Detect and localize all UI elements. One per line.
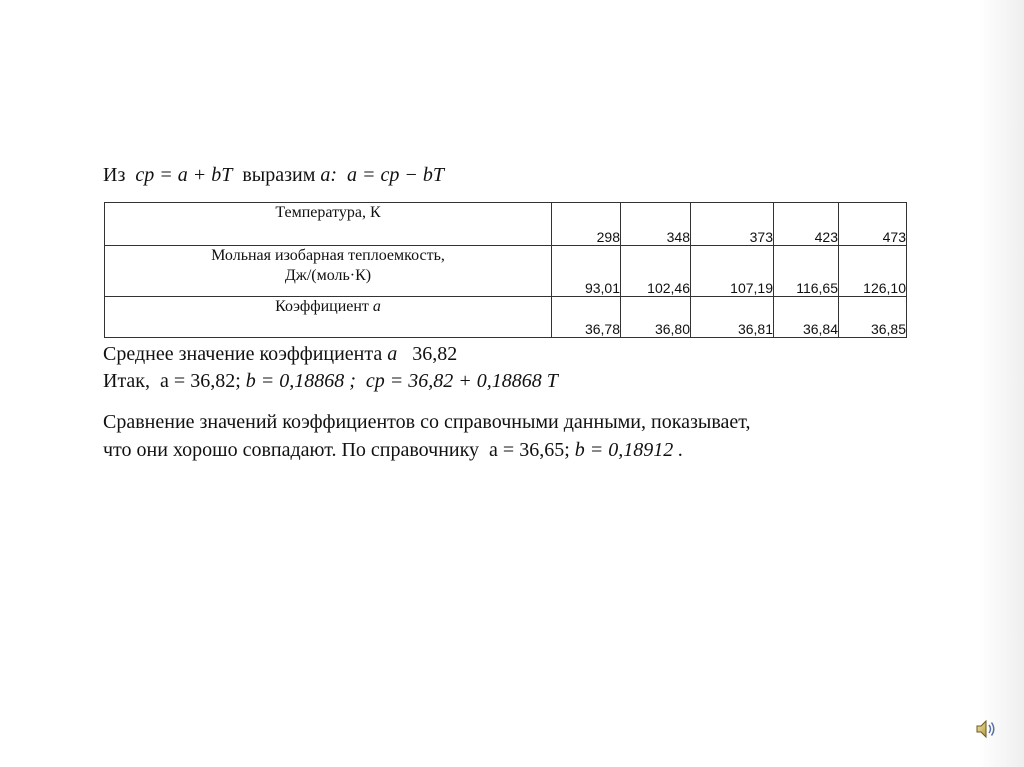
table-cell: 36,80 bbox=[621, 297, 691, 338]
result-a: a = 36,82; bbox=[160, 370, 241, 392]
slide-edge-shade bbox=[978, 0, 1024, 767]
table-cell: 93,01 bbox=[552, 246, 621, 297]
result-b: b = 0,18868 ; bbox=[245, 370, 356, 392]
mean-text: Среднее значение коэффициента bbox=[103, 343, 383, 365]
row-label-line2: Дж/(моль·К) bbox=[284, 267, 372, 284]
conclusion-line2 bbox=[103, 436, 943, 464]
mean-value-line bbox=[103, 343, 457, 366]
row-label-text: Коэффициент bbox=[275, 298, 369, 315]
result-prefix: Итак, bbox=[103, 370, 151, 392]
conclusion-line1: Сравнение значений коэффициентов со справочными данными, показывает, bbox=[103, 411, 751, 433]
row-label-line1: Мольная изобарная теплоемкость, bbox=[211, 247, 445, 264]
row-label-temperature: Температура, К bbox=[105, 203, 552, 246]
speaker-icon[interactable] bbox=[974, 717, 998, 741]
data-table bbox=[104, 202, 907, 338]
table-row-heat-capacity bbox=[105, 246, 907, 297]
table-cell: 373 bbox=[691, 203, 774, 246]
table-cell: 102,46 bbox=[621, 246, 691, 297]
table-cell: 423 bbox=[774, 203, 839, 246]
mean-value: 36,82 bbox=[412, 343, 458, 365]
conclusion-paragraph bbox=[103, 408, 943, 464]
row-label-coefficient bbox=[105, 297, 552, 338]
table-cell: 473 bbox=[839, 203, 907, 246]
result-cp: cp = 36,82 + 0,18868 T bbox=[365, 370, 558, 392]
formula-line bbox=[103, 164, 444, 187]
table-cell: 348 bbox=[621, 203, 691, 246]
table-cell: 116,65 bbox=[774, 246, 839, 297]
formula-variable: a: bbox=[320, 164, 338, 186]
result-line bbox=[103, 370, 558, 393]
formula-a-equation: a = cp − bT bbox=[347, 164, 445, 186]
table-row-coefficient bbox=[105, 297, 907, 338]
conclusion-text: что они хорошо совпадают. По справочнику bbox=[103, 439, 480, 461]
formula-cp-equation: cp = a + bT bbox=[135, 164, 233, 186]
reference-a: a = 36,65; bbox=[489, 439, 570, 461]
table-cell: 298 bbox=[552, 203, 621, 246]
table-cell: 36,84 bbox=[774, 297, 839, 338]
table-cell: 36,81 bbox=[691, 297, 774, 338]
reference-b: b = 0,18912 . bbox=[574, 439, 684, 461]
table-cell: 126,10 bbox=[839, 246, 907, 297]
formula-middle-text: выразим bbox=[242, 164, 316, 186]
mean-variable: a bbox=[387, 343, 398, 365]
formula-prefix: Из bbox=[103, 164, 126, 186]
table-row-temperature bbox=[105, 203, 907, 246]
row-label-variable: a bbox=[372, 298, 381, 315]
row-label-heat-capacity bbox=[105, 246, 552, 297]
table-cell: 36,85 bbox=[839, 297, 907, 338]
table-cell: 36,78 bbox=[552, 297, 621, 338]
table-cell: 107,19 bbox=[691, 246, 774, 297]
